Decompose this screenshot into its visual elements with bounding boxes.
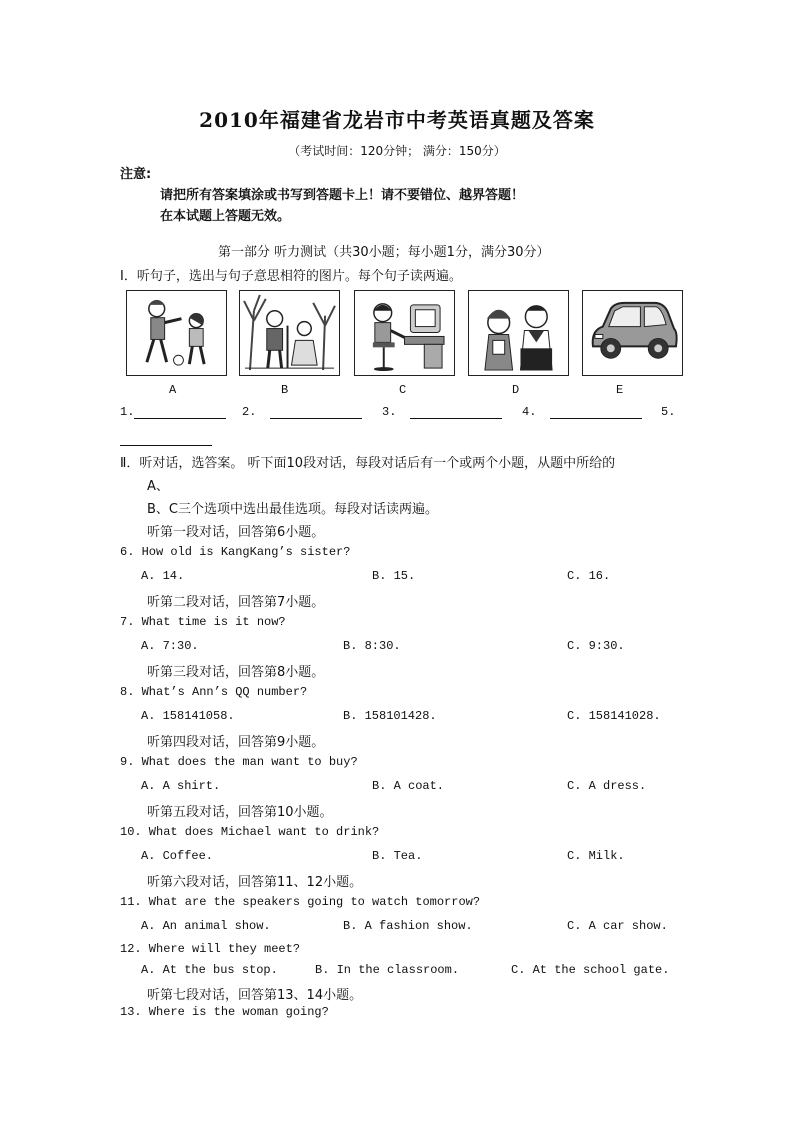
question-6: 6. How old is KangKang’s sister?	[120, 545, 351, 559]
part-1-heading: 第一部分 听力测试（共30小题；每小题1分，满分30分）	[218, 245, 550, 260]
dialogue-1-note: 听第一段对话，回答第6小题。	[147, 525, 325, 540]
q12-option-b[interactable]: B. In the classroom.	[315, 963, 460, 977]
picture-d	[468, 290, 569, 376]
picture-a	[126, 290, 227, 376]
dialogue-3-note: 听第三段对话，回答第8小题。	[147, 665, 325, 680]
picture-c	[354, 290, 455, 376]
section-2-instruction-1: Ⅱ．听对话，选答案。 听下面10段对话，每段对话后有一个或两个小题，从题中所给的	[120, 456, 616, 471]
picture-e	[582, 290, 683, 376]
section-1-instruction: Ⅰ．听句子，选出与句子意思相符的图片。每个句子读两遍。	[120, 269, 462, 284]
blank-1[interactable]	[134, 406, 226, 419]
blank-3-label: 3.	[382, 405, 397, 419]
section-2-instruction-2: A、	[147, 479, 169, 494]
question-13: 13. Where is the woman going?	[120, 1005, 329, 1019]
page-title: 2010年福建省龙岩市中考英语真题及答案	[199, 108, 595, 132]
dialogue-6-note: 听第六段对话，回答第11、12小题。	[147, 875, 363, 890]
question-9: 9. What does the man want to buy?	[120, 755, 358, 769]
blank-4-label: 4.	[522, 405, 537, 419]
q11-option-a[interactable]: A. An animal show.	[141, 919, 271, 933]
picture-b	[239, 290, 340, 376]
notice-label: 注意:	[120, 167, 152, 182]
dialogue-5-note: 听第五段对话，回答第10小题。	[147, 805, 333, 820]
blank-1-label: 1.	[120, 405, 135, 419]
q6-option-b[interactable]: B. 15.	[372, 569, 416, 583]
q6-option-c[interactable]: C. 16.	[567, 569, 611, 583]
q8-option-b[interactable]: B. 158101428.	[343, 709, 437, 723]
question-12: 12. Where will they meet?	[120, 942, 301, 956]
q8-option-c[interactable]: C. 158141028.	[567, 709, 661, 723]
q12-option-a[interactable]: A. At the bus stop.	[141, 963, 278, 977]
question-10: 10. What does Michael want to drink?	[120, 825, 380, 839]
blank-4[interactable]	[550, 406, 642, 419]
notice-line-1: 请把所有答案填涂或书写到答题卡上！请不要错位、越界答题！	[160, 188, 525, 203]
question-7: 7. What time is it now?	[120, 615, 286, 629]
picture-label-b: B	[281, 383, 289, 397]
blank-5-label: 5.	[661, 405, 676, 419]
q10-option-a[interactable]: A. Coffee.	[141, 849, 214, 863]
q9-option-a[interactable]: A. A shirt.	[141, 779, 221, 793]
q10-option-b[interactable]: B. Tea.	[372, 849, 423, 863]
q7-option-b[interactable]: B. 8:30.	[343, 639, 401, 653]
picture-label-d: D	[512, 383, 520, 397]
q9-option-b[interactable]: B. A coat.	[372, 779, 445, 793]
exam-info: （考试时间：120分钟； 满分：150分）	[288, 144, 506, 158]
dialogue-2-note: 听第二段对话，回答第7小题。	[147, 595, 325, 610]
q6-option-a[interactable]: A. 14.	[141, 569, 185, 583]
blank-2-label: 2.	[242, 405, 257, 419]
q10-option-c[interactable]: C. Milk.	[567, 849, 625, 863]
picture-label-e: E	[616, 383, 624, 397]
blank-2[interactable]	[270, 406, 362, 419]
picture-label-a: A	[169, 383, 177, 397]
picture-label-c: C	[399, 383, 407, 397]
question-8: 8. What’s Ann’s QQ number?	[120, 685, 308, 699]
q7-option-c[interactable]: C. 9:30.	[567, 639, 625, 653]
dialogue-7-note: 听第七段对话，回答第13、14小题。	[147, 988, 363, 1003]
blank-3[interactable]	[410, 406, 502, 419]
q7-option-a[interactable]: A. 7:30.	[141, 639, 199, 653]
q12-option-c[interactable]: C. At the school gate.	[511, 963, 670, 977]
dialogue-4-note: 听第四段对话，回答第9小题。	[147, 735, 325, 750]
question-11: 11. What are the speakers going to watch tomorrow?	[120, 895, 481, 909]
blank-5[interactable]	[120, 433, 212, 446]
q9-option-c[interactable]: C. A dress.	[567, 779, 647, 793]
section-2-instruction-3: B、C三个选项中选出最佳选项。每段对话读两遍。	[147, 502, 438, 517]
q11-option-b[interactable]: B. A fashion show.	[343, 919, 473, 933]
notice-line-2: 在本试题上答题无效。	[160, 209, 291, 224]
q11-option-c[interactable]: C. A car show.	[567, 919, 668, 933]
q8-option-a[interactable]: A. 158141058.	[141, 709, 235, 723]
